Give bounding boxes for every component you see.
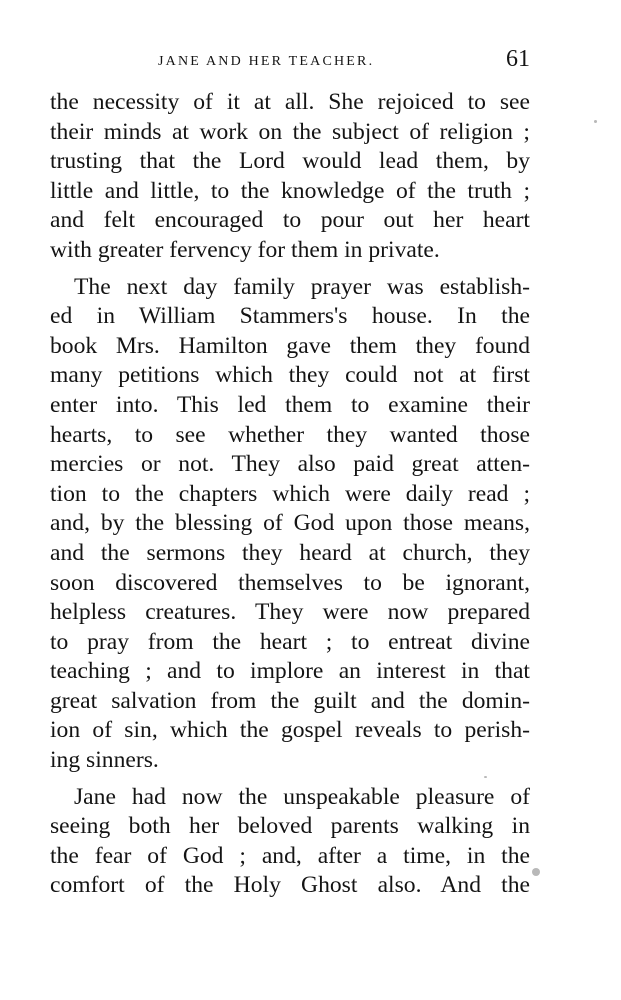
paragraph-3 (50, 783, 530, 901)
running-head-title: JANE AND HER TEACHER. (158, 54, 375, 69)
text-line: the necessity of it at all. She rejoiced to see (50, 89, 530, 115)
body-text (50, 88, 530, 901)
text-line: ed in William Stammers's house. In the (50, 303, 530, 330)
paper-speck (484, 776, 487, 778)
text-line: and the sermons they heard at church, they (50, 539, 530, 566)
paper-speck (532, 868, 540, 876)
paragraph-1 (50, 88, 530, 266)
text-line: soon discovered themselves to be ignorant, (50, 569, 530, 596)
text-line: ing sinners. (50, 747, 159, 774)
paragraph-gap (50, 266, 530, 273)
text-line: little and little, to the knowledge of the truth ; (50, 177, 530, 204)
text-line: tion to the chapters which were daily read ; (50, 480, 530, 507)
text-line: hearts, to see whether they wanted those (50, 421, 530, 448)
running-head (50, 46, 530, 76)
text-line: book Mrs. Hamilton gave them they found (50, 332, 530, 359)
text-line: many petitions which they could not at first (50, 362, 530, 389)
text-line: teaching ; and to implore an interest in that (50, 658, 530, 685)
text-line: ion of sin, which the gospel reveals to perish- (50, 717, 530, 744)
text-line: mercies or not. They also paid great atten- (50, 451, 530, 478)
paragraph-2 (50, 273, 530, 776)
text-line: helpless creatures. They were now prepared (50, 599, 530, 626)
text-line: their minds at work on the subject of religion ; (50, 118, 530, 145)
text-line: great salvation from the guilt and the domin- (50, 687, 530, 714)
text-line: comfort of the Holy Ghost also. And the (50, 872, 530, 899)
text-line: trusting that the Lord would lead them, by (50, 148, 530, 175)
text-line: The next day family prayer was establish- (74, 273, 530, 300)
text-line: Jane had now the unspeakable pleasure of (74, 783, 530, 810)
paragraph-gap (50, 776, 530, 783)
text-line: and felt encouraged to pour out her heart (50, 207, 530, 234)
text-line: and, by the blessing of God upon those means, (50, 510, 530, 537)
text-line: with greater fervency for them in private. (50, 236, 440, 263)
text-line: enter into. This led them to examine their (50, 391, 530, 418)
paper-speck (594, 120, 597, 123)
page-number: 61 (506, 46, 530, 72)
text-line: the fear of God ; and, after a time, in the (50, 842, 530, 869)
text-line: seeing both her beloved parents walking in (50, 813, 530, 840)
text-line: to pray from the heart ; to entreat divine (50, 628, 530, 655)
